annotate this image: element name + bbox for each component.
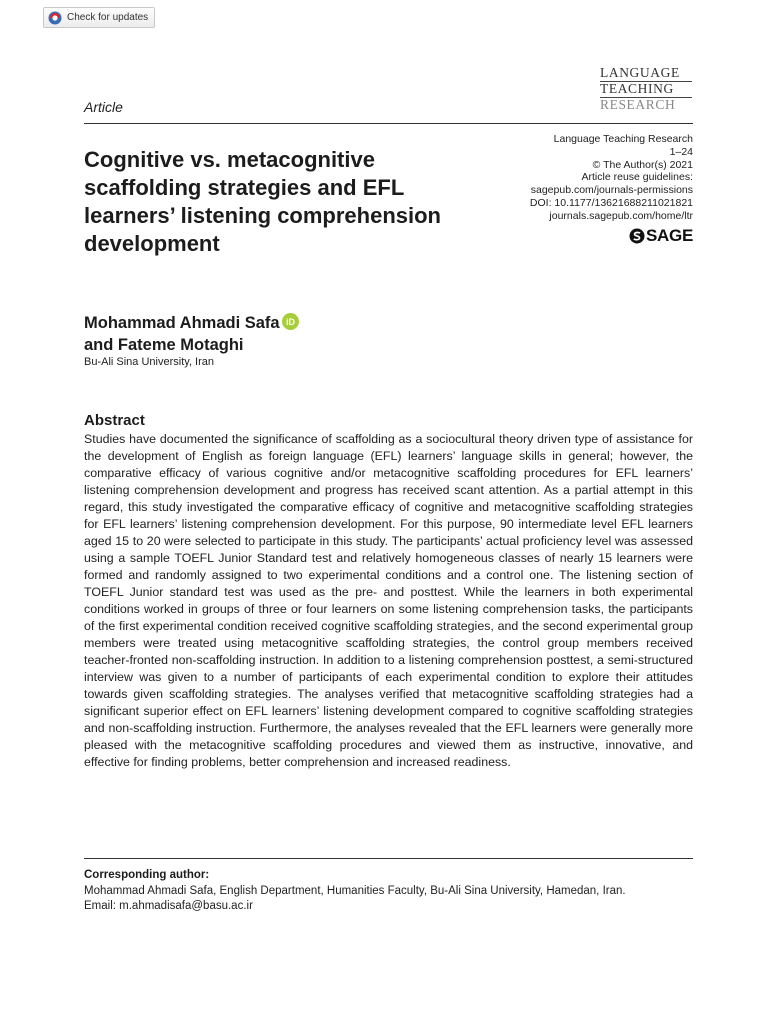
author-list bbox=[84, 312, 299, 356]
reuse-guidelines-label: Article reuse guidelines: bbox=[581, 171, 693, 184]
copyright: © The Author(s) 2021 bbox=[592, 158, 693, 171]
reuse-guidelines-link[interactable]: sagepub.com/journals-permissions bbox=[530, 184, 693, 197]
orcid-icon[interactable] bbox=[282, 313, 299, 330]
article-metadata bbox=[493, 133, 693, 223]
journal-logo-line-3: RESEARCH bbox=[600, 97, 676, 112]
sage-icon bbox=[629, 228, 645, 244]
journal-logo-line-2: TEACHING bbox=[600, 82, 692, 98]
article-type-label: Article bbox=[84, 99, 123, 115]
journal-logo bbox=[600, 66, 692, 113]
page-range: 1–24 bbox=[669, 145, 693, 158]
journal-name: Language Teaching Research bbox=[553, 133, 693, 145]
article-title: Cognitive vs. metacognitive scaffolding strategies and EFL learners’ listening comprehension development bbox=[84, 147, 441, 256]
check-for-updates-button[interactable] bbox=[43, 7, 155, 28]
abstract-heading: Abstract bbox=[84, 412, 145, 429]
sage-wordmark: SAGE bbox=[646, 226, 693, 245]
footer-divider bbox=[84, 858, 693, 859]
journal-logo-line-1: LANGUAGE bbox=[600, 66, 692, 82]
header-divider bbox=[84, 123, 693, 124]
corresponding-author-heading: Corresponding author: bbox=[84, 869, 210, 881]
affiliation: Bu-Ali Sina University, Iran bbox=[84, 356, 215, 368]
abstract-body: Studies have documented the significance of scaffolding as a sociocultural theory driven type of assistance for the development of English as foreign language (EFL) learners’ language skills in general; however, the comparative efficacy of various cognitive and/or metacognitive scaffolding procedures for EFL learners’ listening comprehension development and progress has received scant attention. As a partial attempt in this regard, this study investigated the comparative efficacy of cognitive and metacognitive scaffolding strategies for EFL learners’ listening comprehension development. For this purpose, 90 intermediate level EFL learners aged 15 to 20 were selected to participate in this study. The participants’ actual proficiency level was assessed using a sample TOEFL Junior Standard test and relatively homogeneous classes of nearly 15 learners were formed and randomly assigned to two experimental conditions and a control one. The listening section of TOEFL Junior standard test was used as the pre- and posttest. While the learners in both experimental conditions worked in groups of three or four learners on some listening comprehension tasks, the participants of the first experimental condition received cognitive scaffolding strategies, and the second experimental group members were treated using metacognitive scaffolding strategies, the control group members received teacher-fronted non-scaffolding instruction. In addition to a listening comprehension posttest, a semi-structured interview was given to a number of participants of each experimental condition to explore their attitudes towards given scaffolding strategies. The analyses verified that metacognitive scaffolding strategies had a significant superior effect on EFL learners’ listening development compared to cognitive scaffolding strategies and non-scaffolding instruction. Furthermore, the analyses revealed that the EFL learners were generally more pleased with the metacognitive scaffolding procedures and viewed them as instructive, innovative, and effective for finding problems, better comprehension and increased readiness. bbox=[84, 432, 693, 769]
sage-logo bbox=[629, 226, 693, 246]
check-for-updates-label: Check for updates bbox=[67, 12, 149, 23]
corresponding-author-email[interactable]: Email: m.ahmadisafa@basu.ac.ir bbox=[84, 900, 253, 912]
corresponding-author-address: Mohammad Ahmadi Safa, English Department, Humanities Faculty, Bu-Ali Sina University, Hamedan, Iran. bbox=[84, 885, 626, 897]
svg-text:iD: iD bbox=[285, 317, 295, 327]
crossmark-icon bbox=[48, 11, 62, 25]
author-1[interactable]: Mohammad Ahmadi Safa bbox=[84, 314, 280, 332]
doi-link[interactable]: DOI: 10.1177/13621688211021821 bbox=[529, 196, 693, 209]
journal-home-link[interactable]: journals.sagepub.com/home/ltr bbox=[549, 209, 693, 222]
author-2[interactable]: and Fateme Motaghi bbox=[84, 336, 244, 354]
